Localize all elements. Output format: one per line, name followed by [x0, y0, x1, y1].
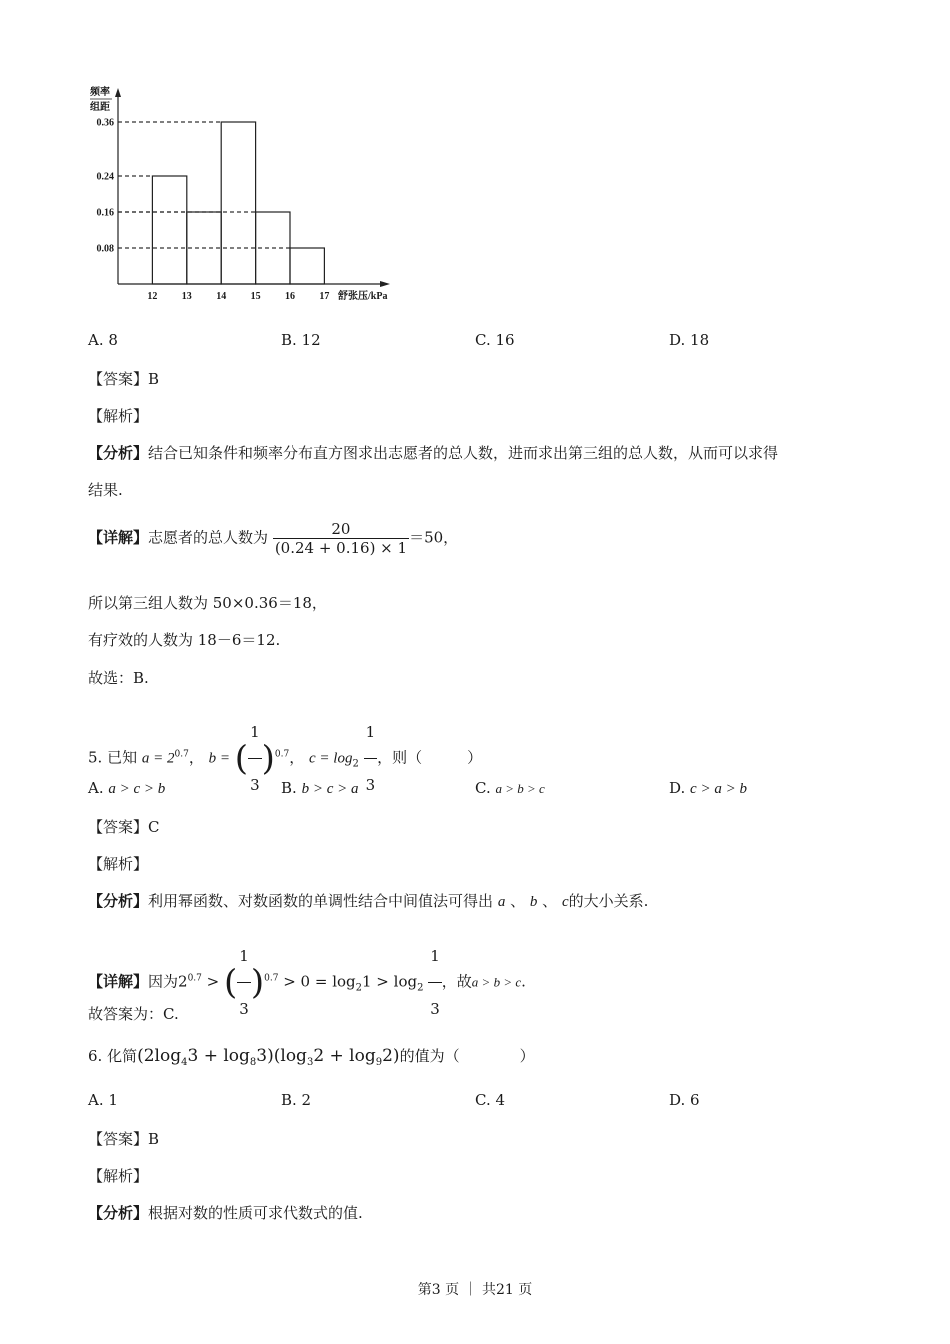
q4-choose: 故选：B.: [88, 669, 149, 687]
x-tick-label: 13: [181, 291, 192, 302]
x-tick-label: 14: [216, 291, 227, 302]
q4-option-b: B. 12: [281, 331, 321, 349]
q4-fraction: $\frac{20}{(0.24 + 0.16) \times 1}$: [274, 520, 408, 557]
bar-16-17: [290, 248, 324, 284]
q5-option-c: C. a > b > c: [475, 779, 545, 797]
q4-jiexi: 【解析】: [88, 407, 149, 425]
q4-analysis: 【分析】结合已知条件和频率分布直方图求出志愿者的总人数，进而求出第三组的总人数，从而可以求得: [88, 444, 779, 462]
y-tick-label: 0.24: [96, 171, 114, 183]
y-axis-label-denominator: 组距: [90, 102, 110, 113]
page-footer: 第3 页 ｜ 共21 页: [417, 1282, 533, 1298]
q4-line-group3: 所以第三组人数为 50×0.36＝18，: [88, 594, 327, 612]
q4-option-d: D. 18: [669, 331, 710, 349]
q5-option-d: D. c > a > b: [669, 779, 747, 797]
q5-detail: 【详解】因为$2^{0.7}$ > ( $\frac{1}{3}$ )$^{0.7} > 0 = \log_21 > \log_2$ $\frac{1}{3}$ ，故a > b > c.: [88, 930, 526, 982]
y-tick-label: 0.36: [96, 117, 114, 129]
x-tick-label: 15: [250, 291, 261, 302]
q4-answer: 【答案】B: [88, 370, 160, 388]
q5-options: [88, 779, 888, 803]
frequency-histogram: [88, 82, 408, 307]
x-tick-label: 12: [147, 291, 158, 302]
q5-option-b: B. b > c > a: [281, 779, 359, 797]
q6-stem: 6. 化简$(2\log_43 + \log_83)(\log_32 + \log_92)$的值为（ ）: [88, 1046, 535, 1068]
q6-option-d: D. 6: [669, 1091, 700, 1109]
q4-option-a: A. 8: [88, 331, 118, 349]
q4-analysis-cont: 结果.: [88, 481, 123, 499]
q6-analysis: 【分析】根据对数的性质可求代数式的值.: [88, 1204, 363, 1222]
q4-option-c: C. 16: [475, 331, 515, 349]
q6-options: [88, 1091, 888, 1115]
x-tick-label: 16: [285, 291, 295, 302]
q4-detail: 【详解】志愿者的总人数为 $\frac{20}{(0.24 + 0.16) \times 1}$ ＝50，: [88, 520, 459, 557]
q4-line-effective: 有疗效的人数为 18－6＝12.: [88, 631, 281, 649]
y-tick-label: 0.16: [96, 207, 114, 219]
q4-options: [88, 331, 888, 355]
q6-option-b: B. 2: [281, 1091, 312, 1109]
q5-answer: 【答案】C: [88, 818, 160, 836]
x-axis-label: 舒张压/kPa: [338, 291, 388, 302]
y-tick-label: 0.08: [96, 243, 114, 255]
x-axis-arrow: [380, 281, 390, 287]
bar-12-13: [152, 176, 186, 284]
bar-14-15: [221, 122, 255, 284]
q5-stem: 5. 已知 $a = 2^{0.7}$， b = ( $\frac{1}{3}$ )$^{0.7}$， $c = \log_2$ $\frac{1}{3}$ ，则（ ）: [88, 706, 482, 758]
q5-analysis: 【分析】利用幂函数、对数函数的单调性结合中间值法可得出 a 、 b 、 c的大小关系.: [88, 892, 649, 910]
q6-option-a: A. 1: [88, 1091, 118, 1109]
q6-option-c: C. 4: [475, 1091, 506, 1109]
q5-final: 故答案为：C.: [88, 1005, 179, 1023]
y-axis-label-numerator: 频率: [90, 87, 110, 98]
x-tick-label: 17: [319, 291, 330, 302]
y-axis-arrow: [115, 88, 121, 97]
q5-option-a: A. a > c > b: [88, 779, 166, 797]
q6-jiexi: 【解析】: [88, 1167, 149, 1185]
q6-answer: 【答案】B: [88, 1130, 160, 1148]
q5-jiexi: 【解析】: [88, 855, 149, 873]
